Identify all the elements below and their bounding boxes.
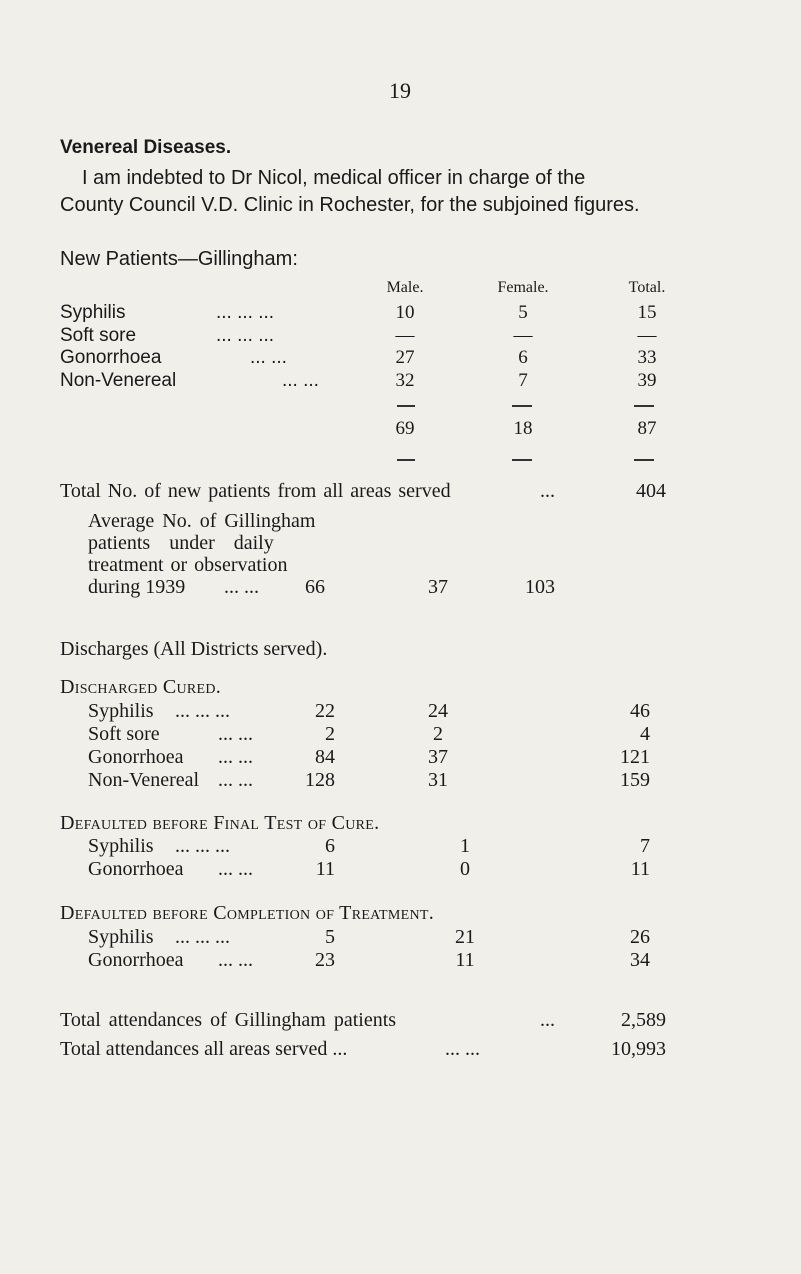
cell-female: — [513, 325, 533, 346]
row-label: Syphilis [88, 700, 154, 722]
row-label: Syphilis [88, 835, 154, 857]
new-patients-heading: New Patients—Gillingham: [60, 248, 298, 270]
average-line-2: patients under daily [88, 532, 274, 554]
attendance-dots: ... ... [445, 1038, 480, 1060]
average-dots: ... ... [224, 576, 259, 598]
cell-female: 24 [428, 700, 448, 722]
cell-male: 22 [315, 700, 335, 722]
col-header-male: Male. [386, 279, 424, 296]
row-leader-dots: ... ... ... [216, 325, 275, 346]
cell-female: 0 [460, 858, 470, 880]
cell-female: 1 [460, 835, 470, 857]
group-heading-discharged-cured: Discharged Cured. [60, 676, 222, 698]
row-leader-dots: ... ... ... [175, 926, 230, 948]
col-header-female: Female. [497, 279, 549, 296]
page-number: 19 [389, 78, 411, 103]
total-female: 18 [513, 418, 533, 439]
rule-male-top [397, 405, 415, 407]
cell-female: 6 [518, 347, 528, 368]
intro-line-1: I am indebted to Dr Nicol, medical officer in charge of the [82, 167, 586, 189]
intro-line-2: County Council V.D. Clinic in Rochester, for the subjoined figures. [60, 194, 640, 216]
cell-total: — [637, 325, 657, 346]
average-line-3: treatment or observation [88, 554, 288, 576]
attendance-value: 2,589 [621, 1009, 666, 1031]
cell-male: 10 [395, 302, 415, 323]
cell-female: 37 [428, 746, 448, 768]
cell-total: 33 [637, 347, 657, 368]
row-label: Syphilis [60, 302, 126, 323]
section-title: Venereal Diseases. [60, 137, 232, 158]
row-leader-dots: ... ... [218, 769, 253, 791]
row-leader-dots: ... ... [250, 347, 287, 368]
cell-total: 121 [620, 746, 650, 768]
row-leader-dots: ... ... [218, 858, 253, 880]
cell-male: 23 [315, 949, 335, 971]
cell-male: 84 [315, 746, 335, 768]
total-total: 87 [637, 418, 657, 439]
row-label: Gonorrhoea [60, 347, 162, 368]
attendance-label: Total attendances of Gillingham patients [60, 1009, 397, 1031]
cell-total: 26 [630, 926, 650, 948]
rule-total-bottom [634, 459, 654, 461]
rule-female-bottom [512, 459, 532, 461]
row-leader-dots: ... ... ... [175, 700, 230, 722]
cell-total: 46 [630, 700, 650, 722]
rule-female-top [512, 405, 532, 407]
cell-total: 4 [640, 723, 650, 745]
cell-female: 11 [455, 949, 475, 971]
cell-male: 27 [395, 347, 415, 368]
col-header-total: Total. [628, 279, 666, 296]
average-total: 103 [525, 576, 555, 598]
row-label: Non-Venereal [88, 769, 200, 791]
cell-total: 39 [637, 370, 657, 391]
row-leader-dots: ... ... ... [216, 302, 275, 323]
cell-female: 2 [433, 723, 443, 745]
cell-total: 15 [637, 302, 657, 323]
cell-female: 21 [455, 926, 475, 948]
cell-male: 32 [395, 370, 415, 391]
attendance-label: Total attendances all areas served ... [60, 1038, 348, 1060]
row-leader-dots: ... ... [218, 746, 253, 768]
group-heading-defaulted-completion: Defaulted before Completion of Treatment. [60, 902, 435, 924]
average-female: 37 [428, 576, 448, 598]
average-male: 66 [305, 576, 325, 598]
total-new-dots: ... [540, 480, 555, 502]
row-label: Syphilis [88, 926, 154, 948]
rule-total-top [634, 405, 654, 407]
cell-female: 5 [518, 302, 528, 323]
row-label: Gonorrhoea [88, 949, 184, 971]
cell-male: — [395, 325, 415, 346]
cell-male: 128 [305, 769, 335, 791]
row-label: Gonorrhoea [88, 858, 184, 880]
cell-male: 6 [325, 835, 335, 857]
rule-male-bottom [397, 459, 415, 461]
cell-male: 11 [315, 858, 335, 880]
cell-male: 2 [325, 723, 335, 745]
row-label: Soft sore [88, 723, 160, 745]
row-leader-dots: ... ... [218, 949, 253, 971]
group-heading-defaulted-final-test: Defaulted before Final Test of Cure. [60, 812, 380, 834]
average-line-4: during 1939 [88, 576, 186, 598]
row-leader-dots: ... ... [282, 370, 319, 391]
row-label: Soft sore [60, 325, 137, 346]
cell-male: 5 [325, 926, 335, 948]
cell-total: 159 [620, 769, 650, 791]
total-new-value: 404 [636, 480, 666, 502]
attendance-dots: ... [540, 1009, 555, 1031]
discharges-heading: Discharges (All Districts served). [60, 638, 328, 660]
cell-total: 34 [630, 949, 650, 971]
total-new-label: Total No. of new patients from all areas served [60, 480, 451, 502]
cell-female: 31 [428, 769, 448, 791]
row-leader-dots: ... ... [218, 723, 253, 745]
row-leader-dots: ... ... ... [175, 835, 230, 857]
cell-female: 7 [518, 370, 528, 391]
row-label: Non-Venereal [60, 370, 177, 391]
cell-total: 11 [630, 858, 650, 880]
attendance-value: 10,993 [611, 1038, 666, 1060]
average-line-1: Average No. of Gillingham [88, 510, 316, 532]
row-label: Gonorrhoea [88, 746, 184, 768]
total-male: 69 [395, 418, 415, 439]
cell-total: 7 [640, 835, 650, 857]
